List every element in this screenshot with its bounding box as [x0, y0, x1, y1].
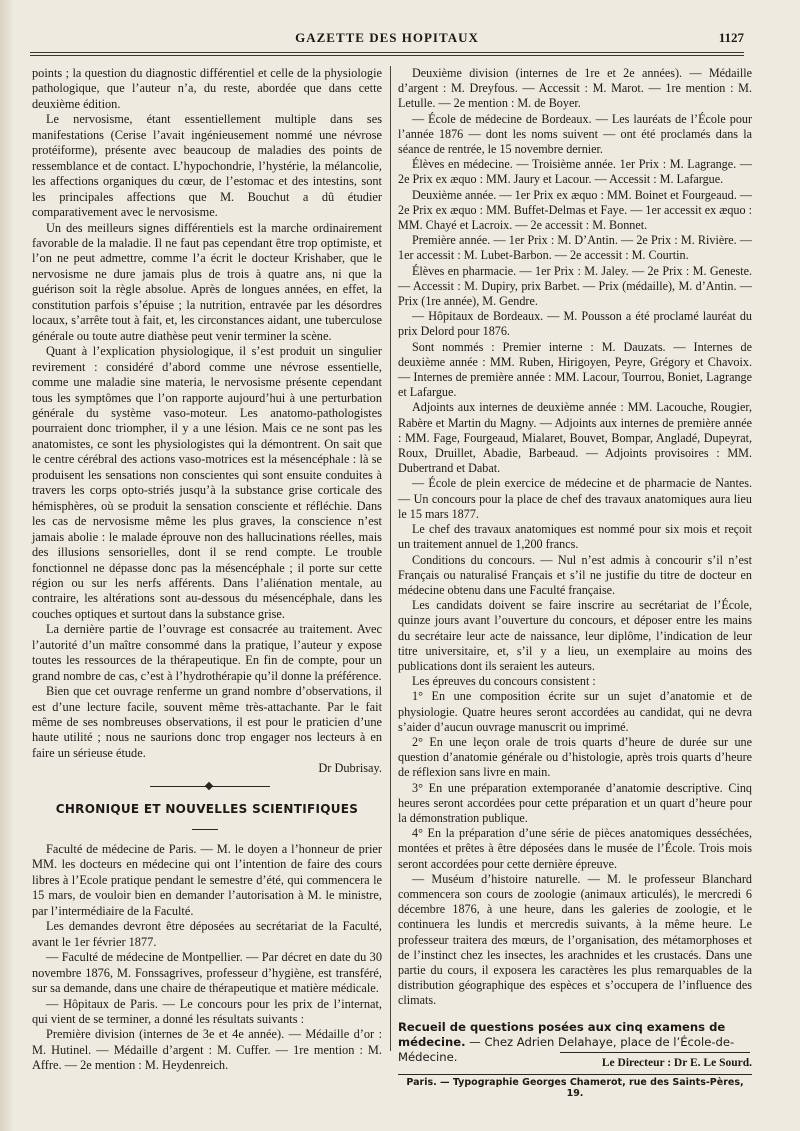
paragraph: — Muséum d’histoire naturelle. — M. le professeur Blanchard commencera son cours de zoologie (animaux articulés), le mercredi 6 décembre 1876, à une heure, dans les galeries de zoologie, et le continuera les lundis et mercredis suivants, à la même heure. Le professeur traitera des mœurs, de l’organisation, des métamorphoses et de l’instinct chez les insectes, les arachnides et les crustacés. Dans une partie du cours, il exposera les caractères les plus remarquables de la distribution géographique des espèces et s’occupera de l’influence des climats. [398, 871, 752, 1008]
book-publisher: — Chez Adrien Delahaye, place de l’École-de-Médecine. [398, 1035, 735, 1064]
paragraph: La dernière partie de l’ouvrage est consacrée au traitement. Avec l’autorité d’un maître consommé dans la pratique, l’auteur y expose toutes les ressources de la thérapeutique. En fin de compte, pour un grand nombre de cas, c’est à l’hydrothérapie qu’il donne la préférence. [32, 622, 382, 683]
paragraph: Le nervosisme, étant essentiellement multiple dans ses manifestations (Cerise l’avait ingénieusement nommé une névrose protéiforme), présente avec beaucoup de maladies des points de ressemblance et de contact. L’hypochondrie, l’hystérie, la mélancolie, les affections organiques du cœur, de l’estomac et des intestins, sont les principales affections que M. Bouchut a dû étudier comparativement avec le nervosisme. [32, 112, 382, 220]
paragraph: Les demandes devront être déposées au secrétariat de la Faculté, avant le 1er février 1877. [32, 919, 382, 949]
book-title: Recueil de questions posées aux cinq examens de médecine. [398, 1020, 726, 1049]
paragraph: — Hôpitaux de Paris. — Le concours pour les prix de l’internat, qui vient de se terminer, a donné les résultats suivants : [32, 996, 382, 1026]
paragraph: Élèves en pharmacie. — 1er Prix : M. Jaley. — 2e Prix : M. Geneste. — Accessit : M. Dupiry, prix Barbet. — Prix (médaille), M. d’Antin. — Prix (1re année), M. Gendre. [398, 263, 752, 309]
chronique-column [32, 842, 382, 1074]
paragraph: points ; la question du diagnostic différentiel et celle de la physiologie pathologique, que l’auteur n’a, du reste, abordée que dans cette deuxième édition. [32, 66, 382, 111]
page-number: 1127 [718, 30, 744, 45]
printer-line: Paris. — Typographie Georges Chamerot, rue des Saints-Pères, 19. [406, 1077, 744, 1099]
paragraph: Première année. — 1er Prix : M. D’Antin. — 2e Prix : M. Rivière. — 1er accessit : M. Lubet-Barbon. — 2e accessit : M. Courtin. [398, 233, 752, 263]
paragraph: — Faculté de médecine de Montpellier. — Par décret en date du 30 novembre 1876, M. Fonssagrives, professeur d’hygiène, est transféré, sur sa demande, dans une chaire de thérapeutique et matière médicale. [32, 950, 382, 996]
paragraph: Quant à l’explication physiologique, il s’est produit un singulier revirement : considéré d’abord comme une névrose essentielle, comme une maladie sine materia, le nervosisme présente cependant tous les symptômes que l’on rapporte aujourd’hui à une perturbation générale du système vaso-moteur. Les anatomo-pathologistes pourraient donc triompher, il y a une lésion. Mais ce ne sont pas les anatomistes, ce sont les physiologistes qui la démontrent. On sait que le centre cérébral des actions vaso-motrices est la mésencéphale : là se produisent les sensations non conscientes qui sont ensuite conduites à travers les corps opto-striés jusqu’à la substance grise corticale des hémisphères, où se produit la sensation consciente et réfléchie. Dans les cas de nervosisme même les plus graves, la conscience n’est jamais abolie : le malade éprouve non des hallucinations réelles, mais des illusions sensorielles, dont il se rend compte. Le trouble fonctionnel ne dépasse donc pas la mésencéphale ; il porte sur cette région ou sur les nerfs afférents. Dans l’aliénation mentale, au contraire, les altérations sont au-dessous du mésencéphale, dans les couches optiques et surtout dans la substance grise. [32, 344, 382, 621]
paragraph: Deuxième année. — 1er Prix ex æquo : MM. Boinet et Fourgeaud. — 2e Prix ex æquo : MM. Buffet-Delmas et Faye. — 1er accessit ex æquo : MM. Chayé et Lacroix. — 2e accessit : M. Bonnet. [398, 187, 752, 233]
paragraph: 1° En une composition écrite sur un sujet d’anatomie et de physiologie. Quatre heures seront accordées au candidat, qui ne devra s’aider d’aucun ouvrage manuscrit ou imprimé. [398, 689, 752, 734]
director-line: Le Directeur : Dr E. Le Sourd. [601, 1057, 752, 1069]
author-signature: Dr Dubrisay. [318, 761, 382, 776]
paragraph: Première division (internes de 3e et 4e année). — Médaille d’or : M. Hutinel. — Médaille d’argent : M. Cuffer. — 1re mention : M. Affre. — 2e mention : M. Heydenreich. [32, 1027, 382, 1073]
paragraph: Les candidats doivent se faire inscrire au secrétariat de l’École, quinze jours avant l’ouverture du concours, et déposer entre les mains du secrétaire leur acte de naissance, leur diplôme, l’indication de leur titre universitaire, et, s’il y a lieu, un exemplaire au moins des publications dont ils seraient les auteurs. [398, 598, 752, 673]
paragraph: — Hôpitaux de Bordeaux. — M. Pousson a été proclamé lauréat du prix Delord pour 1876. [398, 309, 752, 339]
paragraph: Un des meilleurs signes différentiels est la marche ordinairement favorable de la maladie. Il ne faut pas cependant être trop optimiste, et l’on ne peut admettre, comme l’a écrit le docteur Krishaber, que le nervosisme ne dure jamais plus de trois à quatre ans, ni que la guérison soit la règle absolue. Après de longues années, en effet, la constitution parfois s’épuise ; la nutrition, entravée par les désordres locaux, s’arrête tout à fait, et, les circonstances aidant, une tuberculose générale ou toute autre diathèse peut venir terminer la scène. [32, 220, 382, 343]
paragraph: Sont nommés : Premier interne : M. Dauzats. — Internes de deuxième année : MM. Ruben, Hirigoyen, Peyre, Grégory et Chavoix. — Internes de première année : MM. Lacour, Tourrou, Boniet, Lagrange et Lafargue. [398, 339, 752, 400]
page-edge-shadow [0, 0, 14, 1131]
footer-rule [398, 1074, 752, 1075]
paragraph: 4° En la préparation d’une série de pièces anatomiques desséchées, montées et prêtes à être déposées dans le musée de l’École. Trois mois seront accordées pour cette dernière épreuve. [398, 826, 752, 871]
paragraph: Élèves en médecine. — Troisième année. 1er Prix : M. Lagrange. — 2e Prix ex æquo : MM. Jaury et Lacour. — Accessit : M. Lafargue. [398, 157, 752, 187]
journal-title: GAZETTE DES HOPITAUX [295, 30, 479, 45]
paragraph: — École de médecine de Bordeaux. — Les lauréats de l’École pour l’année 1876 — dont les noms suivent — ont été proclamés dans la séance de rentrée, le 15 novembre dernier. [398, 111, 752, 157]
paragraph: Conditions du concours. — Nul n’est admis à concourir s’il n’est Français ou naturalisé Français et s’il ne justifie du titre de docteur en médecine obtenu dans une Faculté française. [398, 552, 752, 597]
section-separator [150, 786, 270, 787]
column-divider [390, 66, 391, 1051]
left-column [32, 66, 382, 777]
right-column [398, 66, 752, 1009]
paragraph: — École de plein exercice de médecine et de pharmacie de Nantes. — Un concours pour la place de chef des travaux anatomiques aura lieu le 15 mars 1877. [398, 476, 752, 521]
paragraph: Adjoints aux internes de deuxième année : MM. Lacouche, Rougier, Rabère et Martin du Magny. — Adjoints aux internes de première année : MM. Fage, Fourgeaud, Mialaret, Bouvet, Bompar, Angladé, Dupeyrat, Roux, Druillet, Abadie, Barbeaud. — Adjoints provisoires : MM. Dubertrand et Dabat. [398, 400, 752, 476]
paragraph: Bien que cet ouvrage renferme un grand nombre d’observations, il est d’une lecture facile, souvent même très-attachante. Par le fait même de ses nombreuses observations, il est pour le praticien d’une haute utilité ; nous ne saurions donc trop engager nos lecteurs à en faire un sérieuse étude. [32, 684, 382, 760]
ornament-diamond [205, 782, 213, 790]
paragraph: Deuxième division (internes de 1re et 2e années). — Médaille d’argent : M. Dreyfous. — Accessit : M. Marot. — 1re mention : M. Letulle. — 2e mention : M. de Boyer. [398, 66, 752, 111]
heading-rule [192, 829, 218, 830]
section-heading: CHRONIQUE ET NOUVELLES SCIENTIFIQUES [55, 802, 359, 816]
header-rule-double [30, 55, 744, 56]
header-rule [30, 52, 744, 53]
paragraph: 3° En une préparation extemporanée d’anatomie descriptive. Cinq heures seront accordées pour cette préparation et un quart d’heure pour la démonstration publique. [398, 780, 752, 825]
paragraph: Les épreuves du concours consistent : [412, 674, 596, 689]
paragraph: 2° En une leçon orale de trois quarts d’heure de durée sur une question d’anatomie générale ou d’histologie, après trois quarts d’heure de réflexion sans livre en main. [398, 734, 752, 780]
director-rule [560, 1052, 750, 1053]
paragraph: Faculté de médecine de Paris. — M. le doyen a l’honneur de prier MM. les docteurs en médecine qui ont l’intention de faire des cours libres à l’Ecole pratique pendant le semestre d’été, qui commencera le 15 mars, de vouloir bien en demander l’autorisation à M. le ministre, par l’intermédiaire de la Faculté. [32, 842, 382, 918]
paragraph: Le chef des travaux anatomiques est nommé pour six mois et reçoit un traitement annuel de 1,200 francs. [398, 522, 752, 552]
page-header [30, 30, 744, 46]
